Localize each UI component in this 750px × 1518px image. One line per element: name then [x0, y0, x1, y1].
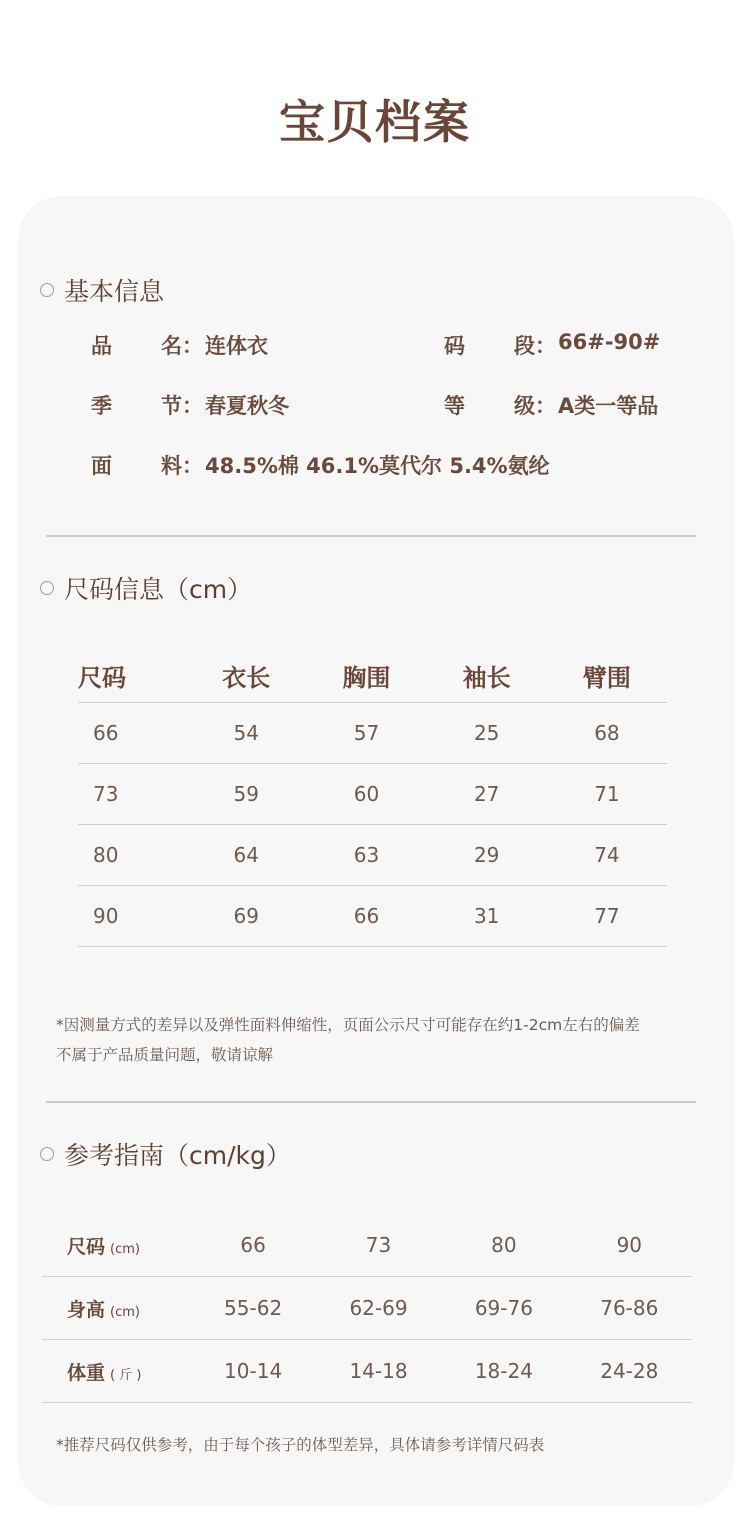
info-label-char: 品: [91, 334, 112, 358]
info-label-char: 季: [91, 394, 112, 418]
circle-bullet-icon: [40, 581, 54, 595]
table-cell: 31: [473, 904, 500, 928]
basic-info-heading-label: 基本信息: [64, 277, 165, 306]
table-cell: 59: [233, 782, 259, 806]
column-header: 尺码: [78, 663, 126, 692]
table-cell: 74: [594, 843, 620, 867]
guide-row-weight: [42, 1340, 692, 1403]
guide-cell: 69-76: [474, 1296, 533, 1320]
info-label-char: 名：: [161, 334, 203, 358]
guide-cell: 55-62: [224, 1296, 283, 1320]
guide-note: *推荐尺码仅供参考，由于每个孩子的体型差异，具体请参考详情尺码表: [56, 1436, 545, 1454]
info-label-char: 面: [91, 454, 112, 478]
guide-cell: 80: [491, 1233, 517, 1257]
circle-bullet-icon: [40, 283, 54, 297]
size-note-line: *因测量方式的差异以及弹性面料伸缩性，页面公示尺寸可能存在约1-2cm左右的偏差: [56, 1016, 640, 1034]
guide-row-label: [42, 1232, 190, 1259]
column-header: 袖长: [462, 663, 511, 692]
guide-cell: 73: [365, 1233, 392, 1257]
table-cell: 77: [594, 904, 620, 928]
guide-label-unit: ( 斤 ): [110, 1367, 142, 1383]
column-header: 胸围: [342, 663, 391, 692]
table-cell: 80: [93, 843, 119, 867]
table-cell: 66: [353, 904, 380, 928]
table-cell: 63: [353, 843, 380, 867]
info-label-char: 料：: [161, 454, 203, 478]
table-cell: 68: [594, 721, 620, 745]
info-label-char: 级：: [514, 394, 556, 418]
info-value: 连体衣: [205, 334, 268, 358]
guide-label-unit: (cm): [110, 1241, 140, 1257]
info-value: 66#-90#: [558, 330, 661, 354]
size-table-header: [78, 648, 667, 702]
section-divider: [46, 535, 696, 537]
guide-cell: 24-28: [600, 1359, 659, 1383]
guide-cell: 76-86: [600, 1296, 659, 1320]
guide-heading-label: 参考指南（cm/kg）: [64, 1141, 291, 1170]
size-info-heading: [40, 570, 252, 606]
table-cell: 69: [233, 904, 259, 928]
info-label-char: 等: [444, 394, 465, 418]
table-row: [78, 885, 667, 947]
column-header: 臂围: [582, 663, 631, 692]
table-row: [78, 763, 667, 824]
basic-info-heading: [40, 272, 164, 308]
size-table: [78, 648, 667, 947]
table-cell: 60: [353, 782, 380, 806]
table-cell: 57: [353, 721, 380, 745]
size-info-heading-label: 尺码信息（cm）: [64, 575, 253, 604]
guide-cell: 14-18: [349, 1359, 408, 1383]
table-cell: 29: [473, 843, 500, 867]
table-cell: 90: [93, 904, 119, 928]
section-divider: [46, 1101, 696, 1103]
info-label-char: 段：: [514, 334, 556, 358]
info-value: 春夏秋冬: [205, 394, 289, 418]
guide-cell: 90: [616, 1233, 643, 1257]
guide-row-label: [42, 1295, 190, 1322]
table-row: [78, 702, 667, 763]
info-value: A类一等品: [558, 394, 659, 418]
guide-row-label: [42, 1358, 190, 1385]
circle-bullet-icon: [40, 1147, 54, 1161]
table-cell: 27: [473, 782, 500, 806]
guide-label-unit: (cm): [110, 1304, 140, 1320]
guide-table: [42, 1214, 692, 1403]
table-cell: 64: [233, 843, 259, 867]
guide-row-size: [42, 1214, 692, 1277]
guide-label-text: 身高: [67, 1298, 106, 1321]
guide-cell: 10-14: [224, 1359, 283, 1383]
table-cell: 25: [473, 721, 500, 745]
info-label-char: 码: [444, 334, 465, 358]
guide-label-text: 体重: [67, 1361, 106, 1384]
info-value: 48.5%棉 46.1%莫代尔 5.4%氨纶: [205, 454, 550, 478]
column-header: 衣长: [222, 663, 271, 692]
guide-row-height: [42, 1277, 692, 1340]
guide-heading: [40, 1136, 291, 1172]
table-cell: 73: [93, 782, 119, 806]
size-note-line: 不属于产品质量问题，敬请谅解: [56, 1046, 274, 1064]
guide-cell: 62-69: [349, 1296, 408, 1320]
page-title: 宝贝档案: [279, 95, 471, 149]
table-cell: 71: [594, 782, 620, 806]
table-cell: 66: [93, 721, 119, 745]
size-note: [56, 1010, 640, 1070]
table-cell: 54: [233, 721, 259, 745]
guide-cell: 66: [240, 1233, 266, 1257]
guide-cell: 18-24: [474, 1359, 533, 1383]
guide-label-text: 尺码: [67, 1235, 106, 1258]
info-label-char: 节：: [161, 394, 203, 418]
table-row: [78, 824, 667, 885]
